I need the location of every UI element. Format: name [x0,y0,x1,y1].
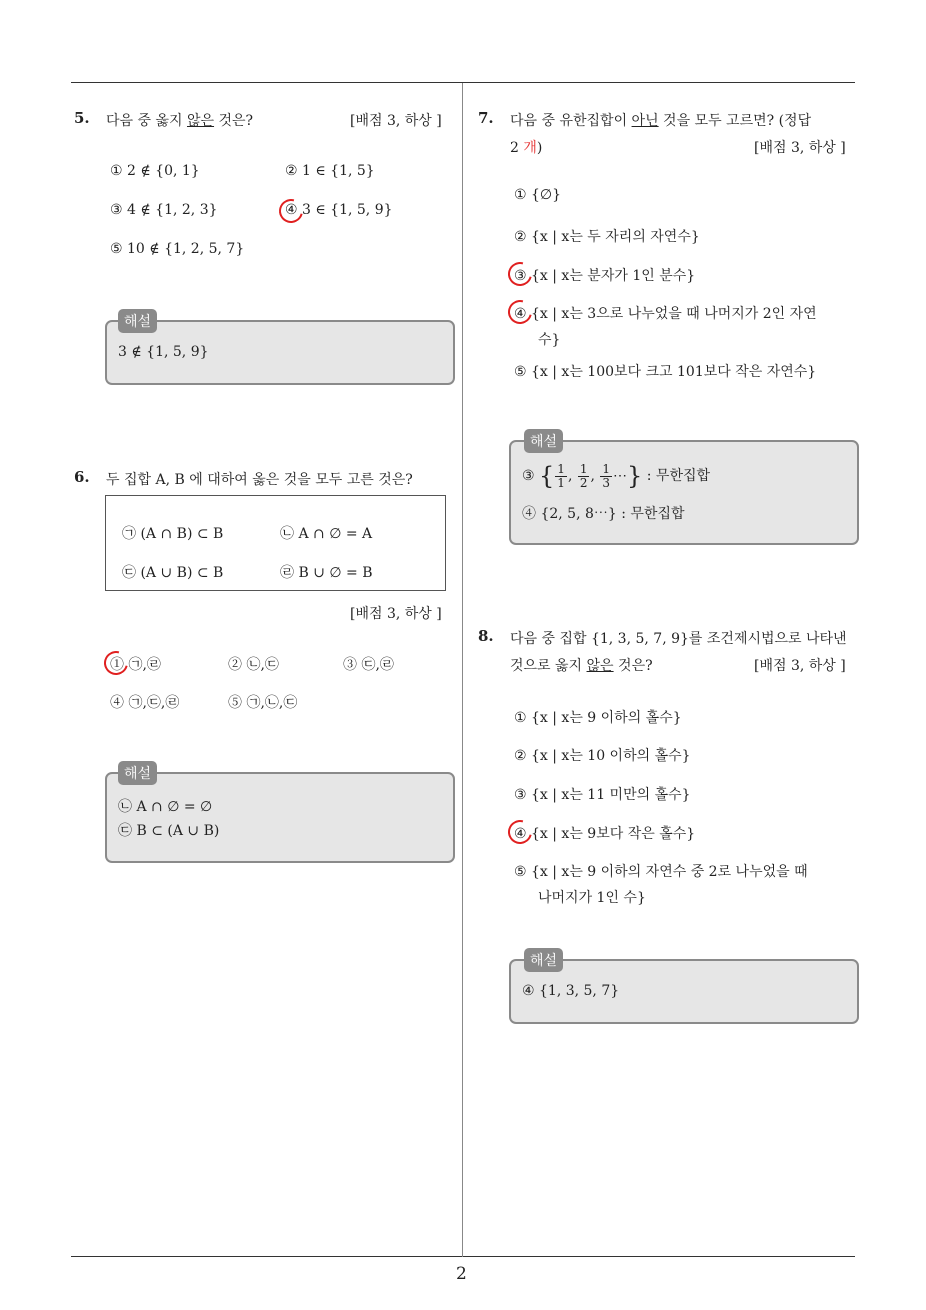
answer-mark [504,258,537,291]
answer-mark [504,816,537,849]
answer-mark [504,296,537,329]
solution-box [509,440,859,545]
choice-5[interactable]: ⑤ 10 ∉ {1, 2, 5, 7} [110,241,245,257]
fraction: $\frac{1}{3}$ [602,461,611,490]
solution-line-1: ③ { $\frac{1}{1}$ , $\frac{1}{2}$ , $\frac{1}{3}$ ⋯} : 무한집합 [522,461,711,490]
condition-2: ㉡ A ∩ ∅ = A [280,526,373,542]
choice-2[interactable]: ② {x | x는 두 자리의 자연수} [514,229,700,245]
condition-1: ㉠ (A ∩ B) ⊂ B [122,526,224,542]
choice-2[interactable]: ② ㉡,㉢ [228,657,279,673]
question-number: 8. [478,627,494,645]
question-text: 다음 중 집합 {1, 3, 5, 7, 9}를 조건제시법으로 나타낸 [510,631,847,647]
score-label: [배점 3, 하상 ] [350,606,442,622]
choice-4[interactable]: ④ ㉠,㉢,㉣ [110,695,180,711]
solution-line-1: ㉡ A ∩ ∅ = ∅ [118,799,213,815]
question-text-line2: 것으로 옳지 않은 것은? [510,658,653,674]
question-text: 다음 중 옳지 않은 것은? [106,113,254,129]
fraction: $\frac{1}{2}$ [579,461,588,490]
choice-2[interactable]: ② {x | x는 10 이하의 홀수} [514,748,691,764]
solution-line-2: ㉢ B ⊂ (A ∪ B) [118,823,220,839]
choice-5[interactable]: ⑤ ㉠,㉡,㉢ [228,695,298,711]
solution-box [105,772,455,863]
question-number: 7. [478,109,494,127]
solution-tag: 해설 [524,948,563,972]
choice-3[interactable]: ③ {x | x는 11 미만의 홀수} [514,787,691,803]
choice-4[interactable]: ④ {x | x는 9보다 작은 홀수} [514,826,696,842]
top-rule [71,82,855,83]
fraction: $\frac{1}{1}$ [557,461,565,490]
choice-5[interactable]: ⑤ {x | x는 9 이하의 자연수 중 2로 나누었을 때 [514,864,808,880]
score-label: [배점 3, 하상 ] [754,140,846,156]
choice-4-continued: 수} [538,332,561,348]
choice-1[interactable]: ① {x | x는 9 이하의 홀수} [514,710,682,726]
choice-4[interactable]: ④ 3 ∈ {1, 5, 9} [285,202,393,218]
page-number: 2 [456,1264,467,1284]
column-divider [462,83,463,1257]
choice-3[interactable]: ③ {x | x는 분자가 1인 분수} [514,268,696,284]
question-text: 두 집합 A, B 에 대하여 옳은 것을 모두 고른 것은? [106,472,413,488]
score-label: [배점 3, 하상 ] [754,658,846,674]
condition-4: ㉣ B ∪ ∅ = B [280,565,373,581]
solution-line: 3 ∉ {1, 5, 9} [118,344,209,360]
answer-mark [100,647,133,680]
question-number: 5. [74,109,90,127]
choice-1[interactable]: ① ㉠,㉣ [110,657,161,673]
solution-line: ④ {1, 3, 5, 7} [522,983,620,999]
score-label: [배점 3, 하상 ] [350,113,442,129]
solution-tag: 해설 [524,429,563,453]
solution-tag: 해설 [118,309,157,333]
question-text: 다음 중 유한집합이 아닌 것을 모두 고르면? (정답 [510,113,812,129]
choice-2[interactable]: ② 1 ∈ {1, 5} [285,163,375,179]
solution-tag: 해설 [118,761,157,785]
choice-4[interactable]: ④ {x | x는 3으로 나누었을 때 나머지가 2인 자연 [514,306,817,322]
solution-line-2: ④ {2, 5, 8⋯} : 무한집합 [522,506,685,522]
choice-1[interactable]: ① 2 ∉ {0, 1} [110,163,200,179]
choice-1[interactable]: ① {∅} [514,187,562,203]
choice-5-continued: 나머지가 1인 수} [538,890,646,906]
bottom-rule [71,1256,855,1257]
answer-mark [275,195,308,228]
condition-3: ㉢ (A ∪ B) ⊂ B [122,565,224,581]
question-number: 6. [74,468,90,486]
choice-3[interactable]: ③ ㉢,㉣ [343,657,394,673]
choice-3[interactable]: ③ 4 ∉ {1, 2, 3} [110,202,218,218]
choice-5[interactable]: ⑤ {x | x는 100보다 크고 101보다 작은 자연수} [514,364,817,380]
question-text-line2: 2 개) [510,140,543,156]
